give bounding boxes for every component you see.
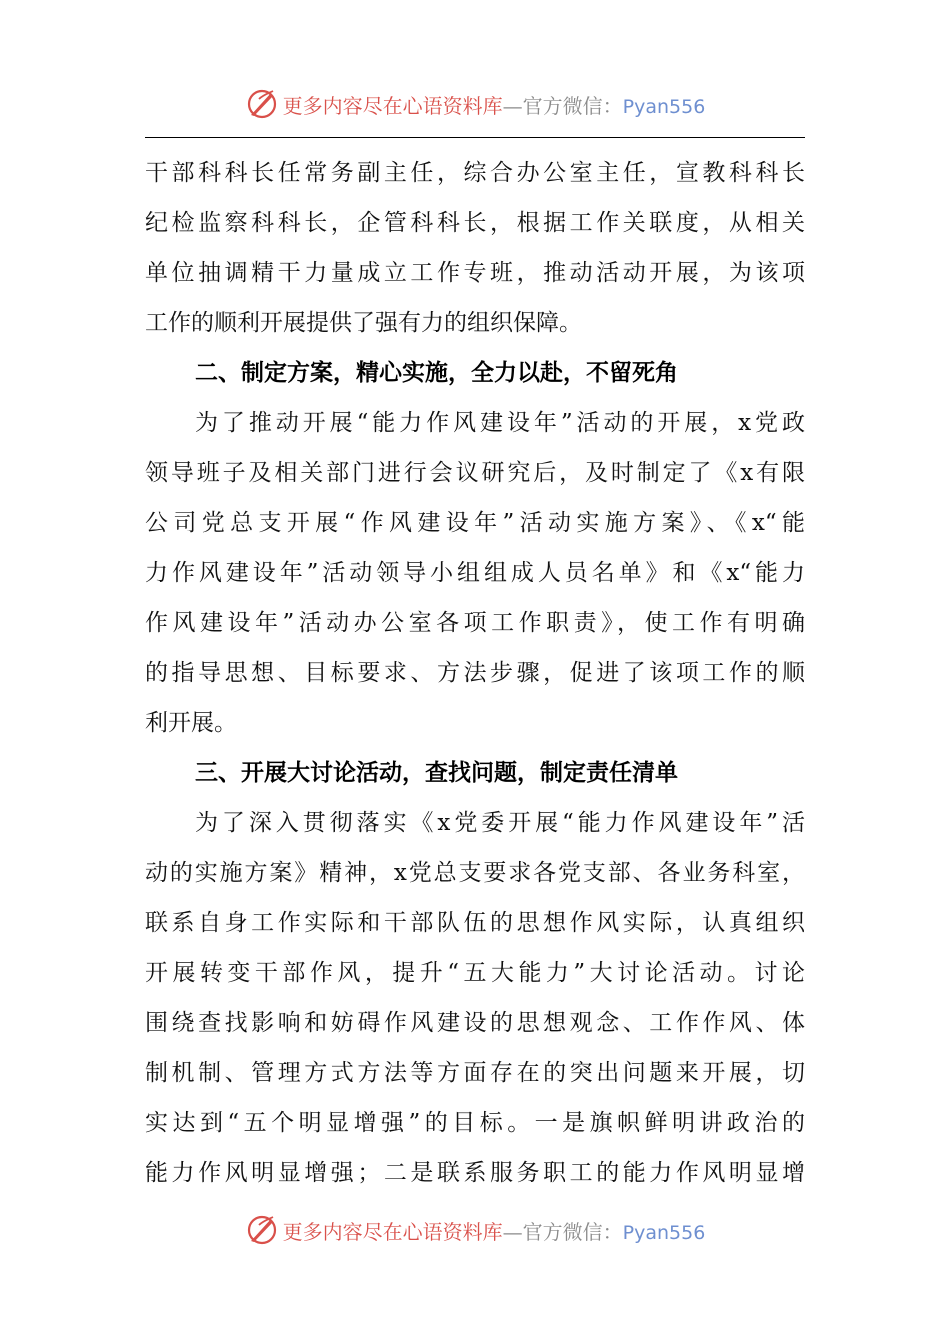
body-line: 干部科科长任常务副主任，综合办公室主任，宣教科科长 — [145, 160, 805, 186]
header-banner-text: 更多内容尽在心语资料库—官方微信：Pyan556 — [282, 93, 706, 118]
body-line: 的指导思想、目标要求、方法步骤，促进了该项工作的顺 — [145, 660, 805, 686]
body-line: 利开展。 — [145, 710, 237, 736]
body-line: 力作风建设年”活动领导小组组成人员名单》和《x“能力 — [145, 560, 805, 586]
document-body — [145, 148, 805, 1198]
footer-banner — [0, 1210, 950, 1250]
header-banner — [0, 84, 950, 124]
body-line: 为了深入贯彻落实《x党委开展“能力作风建设年”活 — [195, 810, 805, 836]
body-line: 实达到“五个明显增强”的目标。一是旗帜鲜明讲政治的 — [145, 1110, 805, 1136]
quill-logo-icon — [245, 87, 279, 121]
footer-banner-text: 更多内容尽在心语资料库—官方微信：Pyan556 — [282, 1219, 706, 1244]
body-line: 纪检监察科科长，企管科科长，根据工作关联度，从相关 — [145, 210, 805, 236]
body-line: 工作的顺利开展提供了强有力的组织保障。 — [145, 310, 582, 336]
body-line: 领导班子及相关部门进行会议研究后，及时制定了《x有限 — [145, 460, 805, 486]
body-line: 为了推动开展“能力作风建设年”活动的开展，x党政 — [195, 410, 805, 436]
body-line: 联系自身工作实际和干部队伍的思想作风实际，认真组织 — [145, 910, 805, 936]
body-line: 动的实施方案》精神，x党总支要求各党支部、各业务科室， — [145, 860, 805, 886]
body-line: 围绕查找影响和妨碍作风建设的思想观念、工作作风、体 — [145, 1010, 805, 1036]
section-heading: 三、开展大讨论活动，查找问题，制定责任清单 — [195, 760, 678, 786]
section-heading: 二、制定方案，精心实施，全力以赴，不留死角 — [195, 360, 678, 386]
quill-logo-icon — [245, 1213, 279, 1247]
body-line: 制机制、管理方式方法等方面存在的突出问题来开展，切 — [145, 1060, 805, 1086]
body-line: 能力作风明显增强；二是联系服务职工的能力作风明显增 — [145, 1160, 805, 1186]
body-line: 公司党总支开展“作风建设年”活动实施方案》、《x“能 — [145, 510, 805, 536]
body-line: 开展转变干部作风，提升“五大能力”大讨论活动。讨论 — [145, 960, 805, 986]
body-line: 单位抽调精干力量成立工作专班，推动活动开展，为该项 — [145, 260, 805, 286]
header-divider — [145, 137, 805, 138]
body-line: 作风建设年”活动办公室各项工作职责》，使工作有明确 — [145, 610, 805, 636]
